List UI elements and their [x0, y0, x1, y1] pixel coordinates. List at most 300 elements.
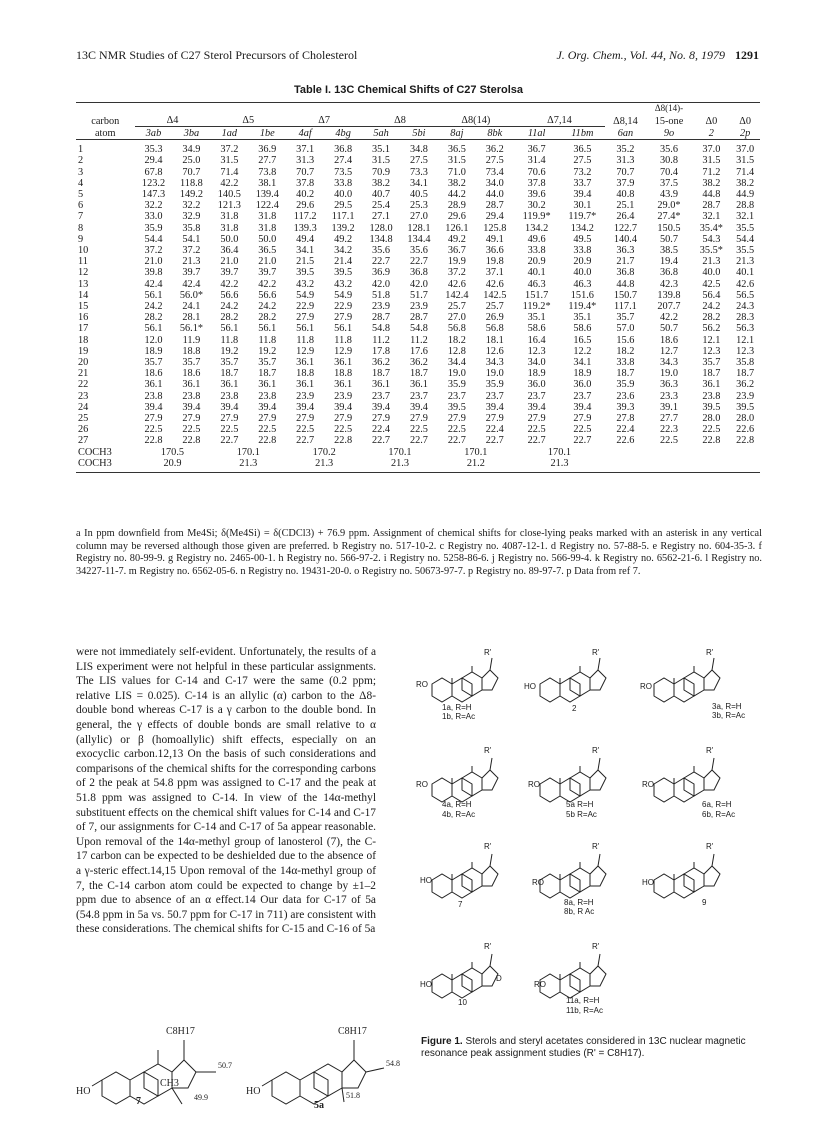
fig-label-3a: 3a, R=H — [712, 702, 742, 711]
carbon-atom-cell: 15 — [78, 301, 89, 313]
shift-cell: 35.8 — [182, 222, 201, 234]
shift-cell: 29.6 — [447, 211, 466, 223]
shift-cell: 19.2 — [220, 345, 239, 357]
fig-label-8b: 8b, R Ac — [564, 907, 595, 916]
shift-cell: 21.3 — [702, 256, 721, 268]
header-group: Δ7,14 — [514, 114, 605, 127]
shift-cell: 28.0 — [736, 413, 755, 425]
shift-cell: 49.2 — [334, 233, 353, 245]
shift-cell: 51.8 — [372, 289, 391, 301]
shift-cell: 22.8 — [182, 435, 201, 447]
shift-cell: 28.0 — [702, 413, 721, 425]
table-footnote: a In ppm downfield from Me4Si; δ(Me4Si) = δ(CDCl3) + 76.9 ppm. Assignment of chemical shifts for close-lying peaks marked with an asterisk in any vertical column may be reversed although those given are preferred. b Registry no. 517-10-2. c Registry no. 4087-12-1. d Registry no. 57-88-5. e Registry no. 604-35-3. f Registry no. 80-99-9. g Registry no. 2465-00-1. h Registry no. 566-97-2. i Registry no. 5258-86-6. j Registry no. 566-99-4. k Registry no. 6562-21-6. l Registry no. 34227-11-7. m Registry no. 6562-05-6. n Registry no. 19431-20-0. o Registry no. 50673-97-7. p Registry no. 89-97-7. p Data from ref 7. — [76, 528, 762, 577]
shift-cell: 36.1 — [702, 379, 721, 391]
shift-cell: 27.8 — [616, 413, 635, 425]
shift-cell: 36.2 — [736, 379, 755, 391]
carbon-atom-cell: 12 — [78, 267, 89, 279]
shift-cell: 44.2 — [447, 189, 466, 201]
shift-cell: 49.6 — [527, 233, 546, 245]
shift-cell: 44.8 — [702, 189, 721, 201]
shift-cell: 50.0 — [220, 233, 239, 245]
shift-cell: 25.3 — [409, 200, 428, 212]
shift-cell: 32.1 — [702, 211, 721, 223]
fig-label-11b: 11b, R=Ac — [566, 1006, 603, 1015]
shift-cell: 134.2 — [525, 222, 549, 234]
shift-cell: 19.0 — [659, 368, 678, 380]
shift-cell: 39.4 — [527, 401, 546, 413]
shift-cell: 11.8 — [296, 334, 315, 346]
fig-label-5a: 5a R=H — [566, 800, 594, 809]
shift-cell: 49.1 — [485, 233, 504, 245]
shift-cell: 21.3 — [286, 458, 362, 473]
table-row — [76, 267, 760, 278]
shift-cell: 35.6 — [659, 144, 678, 156]
shift-cell: 56.8 — [485, 323, 504, 335]
shift-cell: 24.2 — [144, 301, 163, 313]
shift-cell: 27.9 — [573, 413, 592, 425]
shift-cell: 73.8 — [258, 166, 277, 178]
shift-cell: 22.7 — [372, 256, 391, 268]
shift-cell: 21.7 — [616, 256, 635, 268]
shift-cell: 21.3 — [210, 458, 286, 473]
shift-cell: 28.2 — [702, 312, 721, 324]
shift-cell: 35.6 — [372, 245, 391, 257]
shift-cell: 71.4 — [736, 166, 755, 178]
shift-cell: 49.5 — [573, 233, 592, 245]
shift-cell: 22.9 — [334, 301, 353, 313]
shift-cell: 11.8 — [258, 334, 277, 346]
shift-cell: 18.1 — [485, 334, 504, 346]
shift-cell: 70.4 — [659, 166, 678, 178]
shift-cell: 30.1 — [573, 200, 592, 212]
shift-cell: 117.2 — [293, 211, 317, 223]
shift-cell: 28.2 — [258, 312, 277, 324]
shift-cell: 42.6 — [736, 278, 755, 290]
shift-cell: 36.3 — [659, 379, 678, 391]
shift-cell: 22.5 — [659, 435, 678, 447]
shift-cell: 56.0* — [179, 289, 204, 301]
shift-cell: 31.5 — [736, 155, 755, 167]
shift-cell: 22.7 — [296, 435, 315, 447]
shift-cell: 35.7 — [616, 312, 635, 324]
shift-cell: 39.4 — [573, 401, 592, 413]
shift-cell: 16.5 — [573, 334, 592, 346]
column-header: 5bi — [400, 127, 438, 140]
shift-cell: 38.2 — [702, 177, 721, 189]
carbon-atom-cell: 27 — [78, 435, 89, 447]
shift-cell: 54.9 — [296, 289, 315, 301]
shift-cell: 170.2 — [312, 446, 336, 458]
carbon-atom-cell: 6 — [78, 200, 84, 212]
shift-cell: 26.9 — [485, 312, 504, 324]
header-atom: atom — [76, 127, 135, 140]
shift-cell: 56.6 — [258, 289, 277, 301]
shift-cell: 22.5 — [573, 424, 592, 436]
shift-cell: 25.7 — [485, 301, 504, 313]
shift-cell: 22.5 — [220, 424, 239, 436]
carbon-atom-cell: 22 — [78, 379, 89, 391]
shift-cell: 36.5 — [258, 245, 277, 257]
shift-cell: 38.2 — [447, 177, 466, 189]
shift-cell: 21.3 — [182, 256, 201, 268]
figure-caption: Figure 1. Sterols and steryl acetates considered in 13C nuclear magnetic resonance peak assignment studies (R' = C8H17). — [421, 1036, 746, 1059]
shift-cell: 123.2 — [141, 177, 166, 189]
shift-cell: 36.1 — [372, 379, 391, 391]
shift-cell: 70.7 — [182, 166, 201, 178]
shift-cell: 18.7 — [616, 368, 635, 380]
shift-cell: 39.4 — [182, 401, 201, 413]
shift-cell: 19.9 — [447, 256, 466, 268]
shift-cell: 28.7 — [485, 200, 504, 212]
shift-cell: 18.9 — [527, 368, 546, 380]
shift-cell: 37.2 — [182, 245, 201, 257]
shift-cell: 39.4 — [334, 401, 353, 413]
shift-cell: 40.5 — [409, 189, 428, 201]
carbon-atom-cell: 17 — [78, 323, 89, 335]
fig-label-11a: 11a, R=H — [566, 996, 600, 1005]
table-row — [76, 256, 760, 267]
shift-cell: 27.7 — [258, 155, 277, 167]
shift-cell: 17.8 — [372, 345, 391, 357]
shift-cell: 18.9 — [573, 368, 592, 380]
shift-cell: 54.4 — [736, 233, 755, 245]
shift-cell: 49.4 — [296, 233, 315, 245]
shift-cell: 46.3 — [527, 278, 546, 290]
shift-cell: 43.9 — [659, 189, 678, 201]
page-number: 1291 — [735, 48, 759, 62]
shift-cell: 19.2 — [258, 345, 277, 357]
shift-cell: 36.6 — [485, 245, 504, 257]
shift-cell: 27.0 — [409, 211, 428, 223]
shift-cell: 36.4 — [220, 245, 239, 257]
shift-cell: 37.2 — [220, 144, 239, 156]
fig-label-9: 9 — [702, 898, 707, 907]
shift-cell: 22.9 — [296, 301, 315, 313]
table-row — [76, 223, 760, 234]
shift-cell: 28.9 — [447, 200, 466, 212]
shift-cell: 22.3 — [659, 424, 678, 436]
table-row — [76, 200, 760, 211]
shift-cell: 35.1 — [573, 312, 592, 324]
shift-cell: 31.8 — [258, 222, 277, 234]
shift-cell: 42.2 — [220, 278, 239, 290]
column-header: 3ba — [172, 127, 210, 140]
shift-cell: 36.1 — [409, 379, 428, 391]
shift-cell: 30.8 — [659, 155, 678, 167]
shift-cell: 121.3 — [217, 200, 241, 212]
header-carbon: carbon — [91, 115, 120, 127]
shift-cell: 71.4 — [220, 166, 239, 178]
shift-cell: 18.7 — [372, 368, 391, 380]
shift-cell: 37.0 — [702, 144, 721, 156]
shift-cell: 34.3 — [659, 357, 678, 369]
shift-cell: 119.2* — [522, 301, 551, 313]
shift-cell: 117.1 — [614, 301, 637, 313]
shift-cell: 39.3 — [616, 401, 635, 413]
header-group: Δ8(14) — [438, 114, 514, 127]
shift-cell: 139.4 — [255, 189, 279, 201]
carbon-atom-cell: 20 — [78, 357, 89, 369]
shift-cell: 21.3 — [362, 458, 438, 473]
column-header: 2p — [730, 127, 760, 140]
carbon-atom-cell: 19 — [78, 345, 89, 357]
shift-cell: 39.7 — [182, 267, 201, 279]
carbon-atom-cell: 21 — [78, 368, 89, 380]
shift-cell: 35.3 — [144, 144, 163, 156]
table-title: Table I. 13C Chemical Shifts of C27 Sterolsa — [293, 84, 524, 96]
carbon-atom-cell: 14 — [78, 289, 89, 301]
shift-cell: 35.4* — [699, 222, 723, 234]
carbon-atom-cell: 4 — [78, 177, 84, 189]
svg-text:51.8: 51.8 — [346, 1091, 360, 1100]
fig-label-4a: 4a, R=H — [442, 800, 472, 809]
shift-cell: 54.3 — [702, 233, 721, 245]
table-row — [76, 346, 760, 357]
shift-cell: 35.5 — [736, 245, 755, 257]
shift-cell: 39.4 — [409, 401, 428, 413]
shift-cell: 38.5 — [659, 245, 678, 257]
shift-cell: 42.4 — [144, 278, 163, 290]
running-header-journal: J. Org. Chem., Vol. 44, No. 8, 1979 1291 — [556, 48, 759, 62]
header-group: Δ4 — [135, 114, 211, 127]
shift-cell: 139.3 — [293, 222, 317, 234]
shift-cell: 42.4 — [182, 278, 201, 290]
shift-cell: 35.9 — [144, 222, 163, 234]
shift-cell: 128.0 — [369, 222, 393, 234]
shift-cell: 70.6 — [527, 166, 546, 178]
shift-cell: 36.1 — [144, 379, 163, 391]
shift-cell: 39.5 — [296, 267, 315, 279]
shift-cell: 20.9 — [527, 256, 546, 268]
shift-cell: 134.8 — [369, 233, 393, 245]
shift-cell: 35.9 — [616, 379, 635, 391]
shift-cell: 73.5 — [334, 166, 353, 178]
shift-cell: 28.2 — [144, 312, 163, 324]
shift-cell: 18.6 — [182, 368, 201, 380]
shift-cell: 43.2 — [334, 278, 353, 290]
carbon-atom-cell: 26 — [78, 424, 89, 436]
shift-cell: 18.8 — [334, 368, 353, 380]
shift-cell: 39.4 — [372, 401, 391, 413]
shift-cell: 34.8 — [409, 144, 428, 156]
shift-cell: 32.1 — [736, 211, 755, 223]
shift-cell: 151.7 — [525, 289, 549, 301]
shift-cell: 42.6 — [447, 278, 466, 290]
shift-cell: 119.9* — [522, 211, 551, 223]
shift-cell: 50.7 — [659, 323, 678, 335]
shift-cell: 56.1 — [144, 289, 163, 301]
shift-cell: 22.8 — [334, 435, 353, 447]
shift-cell: 151.6 — [570, 289, 594, 301]
shift-cell: 35.9 — [447, 379, 466, 391]
shift-cell: 23.9 — [296, 390, 315, 402]
shift-cell: 170.1 — [547, 446, 572, 458]
shift-cell: 134.2 — [570, 222, 594, 234]
shift-cell: 18.7 — [220, 368, 239, 380]
shift-cell: 28.8 — [736, 200, 755, 212]
shift-cell: 27.4 — [334, 155, 353, 167]
shift-cell: 36.0 — [573, 379, 592, 391]
shift-cell: 125.8 — [483, 222, 507, 234]
shift-cell: 36.8 — [616, 267, 635, 279]
shift-cell: 140.5 — [217, 189, 241, 201]
structures-7-5a — [76, 968, 416, 1108]
shift-cell: 36.8 — [334, 144, 353, 156]
shift-cell: 22.7 — [220, 435, 239, 447]
shift-cell: 54.8 — [372, 323, 391, 335]
shift-cell: 22.5 — [182, 424, 201, 436]
shift-cell: 34.9 — [182, 144, 201, 156]
table-row — [76, 357, 760, 368]
shift-cell: 23.7 — [573, 390, 592, 402]
fig-label-8a: 8a, R=H — [564, 898, 594, 907]
shift-cell: 36.8 — [659, 267, 678, 279]
shift-cell: 23.8 — [182, 390, 201, 402]
shift-cell: 36.2 — [409, 357, 428, 369]
shift-cell: 23.9 — [372, 301, 391, 313]
shift-cell: 56.8 — [447, 323, 466, 335]
column-header: 1be — [248, 127, 286, 140]
shift-cell: 56.2 — [702, 323, 721, 335]
shift-cell: 35.7 — [144, 357, 163, 369]
shift-cell: 27.9 — [144, 413, 163, 425]
shift-cell: 18.8 — [296, 368, 315, 380]
shift-cell: 18.7 — [736, 368, 755, 380]
carbon-atom-cell: 10 — [78, 245, 89, 257]
table-row — [76, 458, 760, 473]
shift-cell: 23.7 — [372, 390, 391, 402]
shift-cell: 11.2 — [372, 334, 390, 346]
shift-cell: 117.1 — [331, 211, 355, 223]
shift-cell: 73.4 — [485, 166, 504, 178]
shift-cell: 28.7 — [372, 312, 391, 324]
shift-cell: 147.3 — [141, 189, 166, 201]
shift-cell: 22.8 — [702, 435, 721, 447]
shift-cell: 39.4 — [573, 189, 592, 201]
shift-cell: 40.1 — [736, 267, 755, 279]
shift-cell: 39.1 — [659, 401, 678, 413]
shift-cell: 37.5 — [659, 177, 678, 189]
shift-cell: 34.1 — [573, 357, 592, 369]
shift-cell: 27.9 — [182, 413, 201, 425]
shift-cell: 73.3 — [409, 166, 428, 178]
shift-cell: 12.9 — [334, 345, 353, 357]
shift-cell: 12.3 — [702, 345, 721, 357]
shift-cell: 27.5 — [485, 155, 504, 167]
table-row — [76, 402, 760, 413]
shift-cell: 31.3 — [296, 155, 315, 167]
shift-cell: 12.0 — [144, 334, 163, 346]
shift-cell: 35.8 — [736, 357, 755, 369]
shift-cell: 29.4 — [144, 155, 163, 167]
shift-cell: 22.5 — [409, 424, 428, 436]
column-header: 5ah — [362, 127, 400, 140]
shift-cell: 42.2 — [659, 312, 678, 324]
shift-cell: 128.1 — [407, 222, 431, 234]
shift-cell: 35.7 — [702, 357, 721, 369]
header-group: Δ0 — [705, 115, 718, 127]
shift-cell: 21.4 — [334, 256, 353, 268]
svg-text:HO: HO — [76, 1086, 91, 1097]
header-group: 15-one — [654, 115, 684, 127]
shift-cell: 31.3 — [616, 155, 635, 167]
shift-cell: 12.7 — [659, 345, 678, 357]
shift-cell: 54.4 — [144, 233, 163, 245]
shift-cell: 27.9 — [296, 312, 315, 324]
shift-cell: 35.7 — [220, 357, 239, 369]
shift-cell: 58.6 — [573, 323, 592, 335]
carbon-atom-cell: 25 — [78, 413, 89, 425]
shift-cell: 207.7 — [657, 301, 681, 313]
shift-cell: 56.1 — [220, 323, 239, 335]
shift-cell: 27.9 — [409, 413, 428, 425]
shift-cell: 126.1 — [445, 222, 469, 234]
shift-cell: 40.0 — [573, 267, 592, 279]
svg-text:49.9: 49.9 — [194, 1093, 208, 1102]
shift-cell: 40.2 — [296, 189, 315, 201]
column-header: 11bm — [560, 127, 606, 140]
shift-cell: 22.6 — [736, 424, 755, 436]
shift-cell: 31.4 — [527, 155, 546, 167]
shift-cell: 22.7 — [485, 435, 504, 447]
shift-cell: 23.7 — [485, 390, 504, 402]
table-row — [76, 155, 760, 166]
column-header: 2 — [692, 127, 730, 140]
shift-cell: 71.2 — [702, 166, 721, 178]
shift-cell: 140.4 — [613, 233, 637, 245]
shift-cell: 34.0 — [485, 177, 504, 189]
shift-cell: 18.7 — [409, 368, 428, 380]
shift-cell: 39.4 — [485, 401, 504, 413]
shift-cell: 33.8 — [334, 177, 353, 189]
shift-cell: 35.5* — [699, 245, 723, 257]
shift-cell: 37.1 — [485, 267, 504, 279]
shift-cell: 18.9 — [144, 345, 163, 357]
shift-cell: 23.9 — [736, 390, 755, 402]
shift-cell: 71.0 — [447, 166, 466, 178]
shift-cell: 150.5 — [657, 222, 681, 234]
shift-cell: 39.5 — [736, 401, 755, 413]
shift-cell: 39.5 — [447, 401, 466, 413]
shift-cell: 27.0 — [447, 312, 466, 324]
shift-cell: 36.7 — [447, 245, 466, 257]
shift-cell: 25.7 — [447, 301, 466, 313]
shift-cell: 24.1 — [182, 301, 201, 313]
shift-cell: 23.6 — [616, 390, 635, 402]
shift-cell: 31.8 — [220, 211, 239, 223]
shift-cell: 31.5 — [372, 155, 391, 167]
shift-cell: 37.2 — [447, 267, 466, 279]
shift-cell: 142.4 — [445, 289, 469, 301]
shift-cell: 28.1 — [182, 312, 201, 324]
shift-cell: 51.7 — [409, 289, 428, 301]
shift-cell: 22.5 — [258, 424, 277, 436]
shift-cell: 54.9 — [334, 289, 353, 301]
header-group: Δ8 — [362, 114, 438, 127]
shift-cell: 28.2 — [220, 312, 239, 324]
shift-cell: 27.1 — [372, 211, 391, 223]
shift-cell: 27.9 — [258, 413, 277, 425]
column-header: 8aj — [438, 127, 476, 140]
shift-cell: 27.4* — [657, 211, 681, 223]
shift-cell: 39.5 — [702, 401, 721, 413]
shift-cell: 34.4 — [447, 357, 466, 369]
shift-cell: 22.5 — [527, 424, 546, 436]
shift-cell: 39.7 — [258, 267, 277, 279]
shift-cell: 29.6 — [296, 200, 315, 212]
table-row — [76, 167, 760, 178]
shift-cell: 12.8 — [447, 345, 466, 357]
